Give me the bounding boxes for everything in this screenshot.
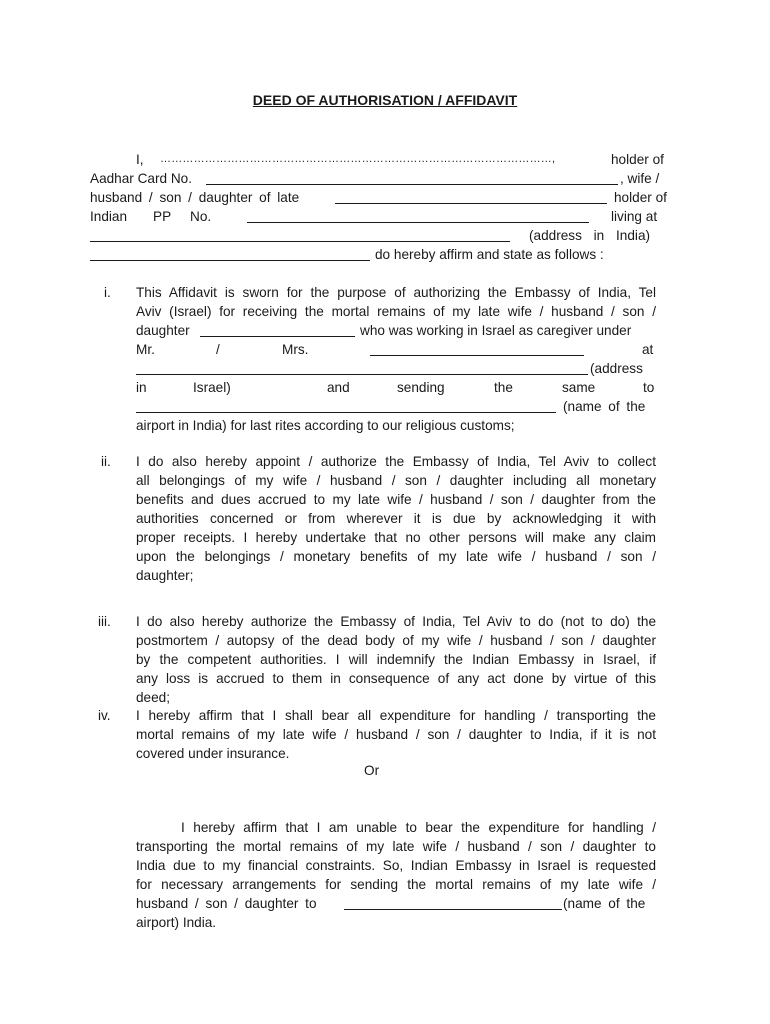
- clause-line: covered under insurance.: [136, 746, 290, 761]
- intro-affirm: do hereby affirm and state as follows :: [375, 247, 604, 262]
- clause-word-and: and: [327, 380, 350, 395]
- or-separator: Or: [364, 763, 380, 778]
- clause-word-at: at: [642, 342, 654, 357]
- late-person-name-field[interactable]: [335, 190, 607, 204]
- intro-wife-label: , wife /: [620, 171, 660, 186]
- clause-word-mrs: Mrs.: [282, 342, 309, 357]
- aadhar-number-field[interactable]: [206, 171, 618, 185]
- clause-line: I hereby affirm that I shall bear all expenditure for handling / transporting the: [136, 708, 656, 723]
- late-person-field[interactable]: [200, 323, 355, 337]
- alt-line: husband / son / daughter to: [136, 896, 317, 911]
- document-title: DEED OF AUTHORISATION / AFFIDAVIT: [252, 92, 518, 108]
- clause-line: any loss is accrued to them in consequence of any act done by virtue of this: [136, 671, 656, 686]
- intro-aadhar-label: Aadhar Card No.: [90, 171, 193, 186]
- intro-holder-of-2: holder of: [614, 190, 667, 205]
- clause-line: daughter;: [136, 568, 194, 583]
- clause-word-to: to: [643, 380, 655, 395]
- clause-word-israel: Israel): [193, 380, 231, 395]
- intro-relation-label: husband / son / daughter of late: [90, 190, 300, 205]
- intro-living-at: living at: [611, 209, 658, 224]
- clause-line: who was working in Israel as caregiver under: [360, 323, 632, 338]
- intro-pp: PP: [153, 209, 172, 224]
- clause-line: benefits and dues accrued to my late wife / husband / son / daughter from the: [136, 492, 656, 507]
- intro-no: No.: [190, 209, 212, 224]
- clause-line: authorities concerned or from wherever it is due by acknowledging it with: [136, 511, 656, 526]
- clause-line: daughter: [136, 323, 190, 338]
- clause-word-in: in: [136, 380, 147, 395]
- alt-airport-field[interactable]: [344, 896, 562, 910]
- employer-name-field[interactable]: [370, 342, 584, 356]
- clause-line: deed;: [136, 690, 171, 705]
- clause-word-sending: sending: [397, 380, 445, 395]
- clause-word-same: same: [562, 380, 596, 395]
- clause-number: i.: [104, 285, 111, 300]
- clause-word-name-of-the: (name of the: [563, 399, 646, 414]
- clause-line: by the competent authorities. I will indemnify the Indian Embassy in Israel, if: [136, 652, 656, 667]
- intro-holder-of: holder of: [611, 152, 664, 167]
- intro-indian: Indian: [90, 209, 128, 224]
- clause-line: proper receipts. I hereby undertake that no other persons will make any claim: [136, 530, 656, 545]
- clause-number: ii.: [101, 454, 111, 469]
- clause-line: all belongings of my wife / husband / son / daughter including all monetary: [136, 473, 656, 488]
- airport-name-field[interactable]: [136, 399, 556, 413]
- clause-line: This Affidavit is sworn for the purpose of authorizing the Embassy of India, Tel: [136, 285, 656, 300]
- clause-word-address: (address: [590, 361, 643, 376]
- intro-name-dots: ……………………………………………………………………………………………,: [160, 153, 556, 165]
- intro-i: I,: [136, 152, 144, 167]
- clause-word-slash: /: [216, 342, 220, 357]
- clause-word-the: the: [494, 380, 513, 395]
- alt-line: airport) India.: [136, 915, 217, 930]
- clause-line: Aviv (Israel) for receiving the mortal remains of my late wife / husband / son /: [136, 304, 656, 319]
- clause-line: upon the belongings / monetary benefits of my late wife / husband / son /: [136, 549, 656, 564]
- alt-line: (name of the: [563, 896, 646, 911]
- intro-address-india: (address in India): [529, 228, 651, 243]
- clause-line: I do also hereby authorize the Embassy of India, Tel Aviv to do (not to do) the: [136, 614, 656, 629]
- alt-line: I hereby affirm that I am unable to bear the expenditure for handling /: [181, 820, 656, 835]
- passport-number-field[interactable]: [247, 209, 589, 223]
- india-address-field-2[interactable]: [90, 247, 370, 261]
- israel-address-field[interactable]: [136, 361, 588, 375]
- clause-number: iii.: [98, 614, 111, 629]
- clause-line: mortal remains of my late wife / husband / son / daughter to India, if it is not: [136, 727, 656, 742]
- clause-line: airport in India) for last rites according to our religious customs;: [136, 418, 515, 433]
- alt-line: India due to my financial constraints. So, Indian Embassy in Israel is requested: [136, 858, 656, 873]
- clause-line: postmortem / autopsy of the dead body of my wife / husband / son / daughter: [136, 633, 656, 648]
- clause-number: iv.: [98, 708, 111, 723]
- clause-word-mr: Mr.: [136, 342, 155, 357]
- india-address-field-1[interactable]: [90, 228, 510, 242]
- alt-line: for necessary arrangements for sending the mortal remains of my late wife /: [136, 877, 656, 892]
- clause-line: I do also hereby appoint / authorize the Embassy of India, Tel Aviv to collect: [136, 454, 656, 469]
- alt-line: transporting the mortal remains of my late wife / husband / son / daughter to: [136, 839, 656, 854]
